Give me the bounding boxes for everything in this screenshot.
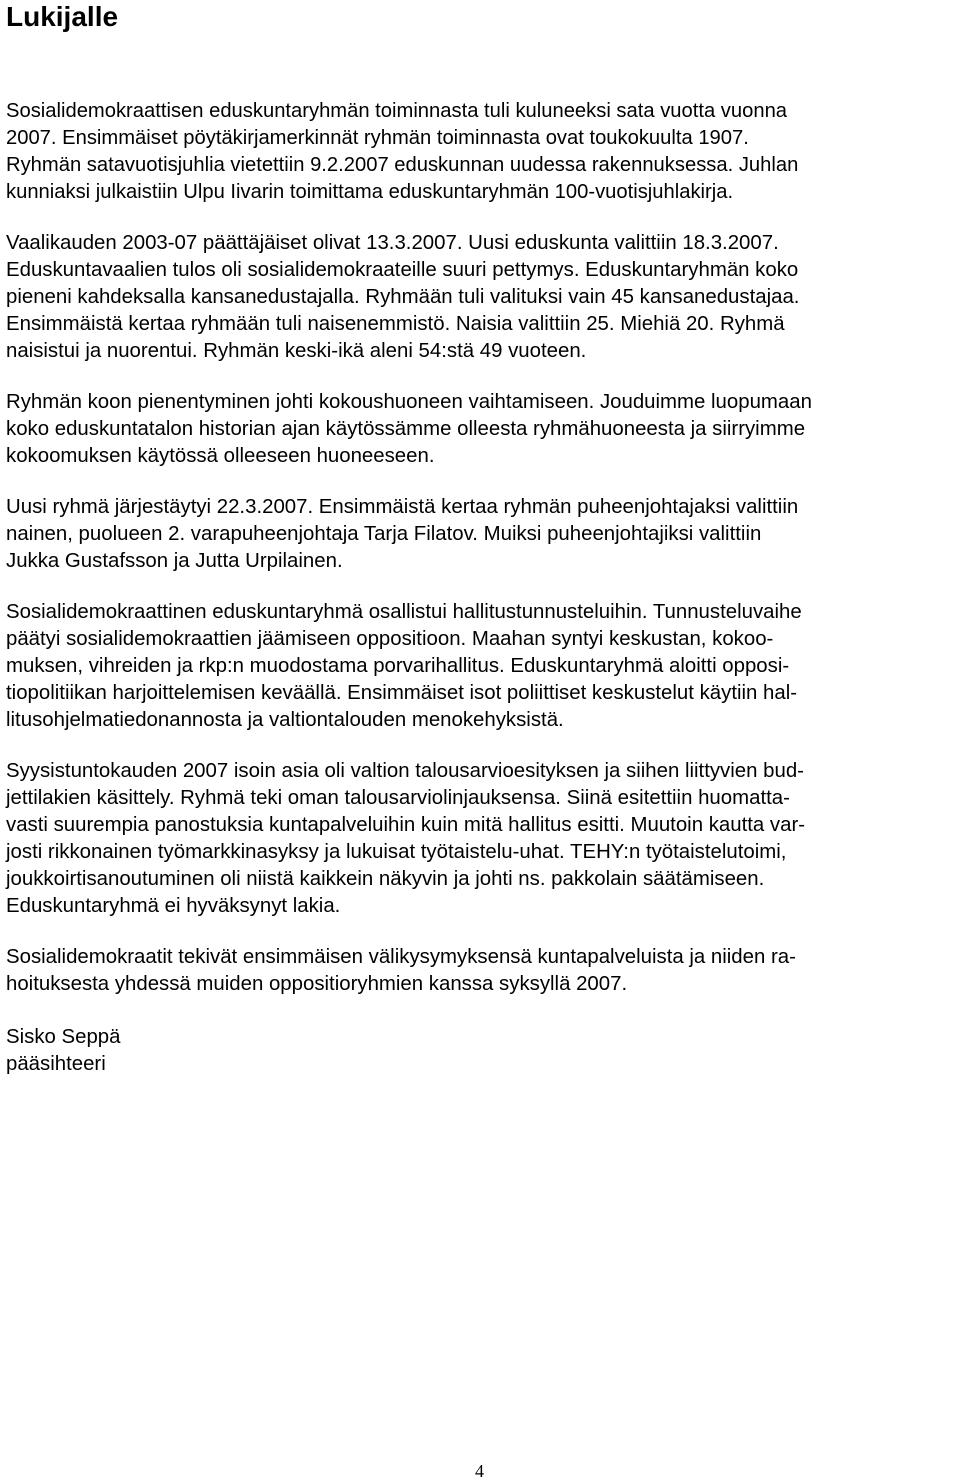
text-line: litusohjelmatiedonannosta ja valtiontalouden menokehyksistä.: [6, 709, 564, 731]
signature-name: Sisko Seppä: [6, 1026, 121, 1048]
page-title: Lukijalle: [6, 1, 119, 32]
text-line: Ensimmäistä kertaa ryhmään tuli naisenemmistö. Naisia valittiin 25. Miehiä 20. Ryhmä: [6, 313, 785, 335]
paragraph-opposition: [6, 599, 960, 734]
text-line: muksen, vihreiden ja rkp:n muodostama porvarihallitus. Eduskuntaryhmä aloitti opposi-: [6, 655, 790, 677]
text-line: josti rikkonainen työmarkkinasyksy ja lukuisat työtaistelu-uhat. TEHY:n työtaistelutoimi,: [6, 841, 787, 863]
text-line: Sosialidemokraatit tekivät ensimmäisen välikysymyksensä kuntapalveluista ja niiden ra-: [6, 946, 796, 968]
text-line: Sosialidemokraattinen eduskuntaryhmä osallistui hallitustunnusteluihin. Tunnusteluvaihe: [6, 601, 802, 623]
text-line: Ryhmän satavuotisjuhlia vietettiin 9.2.2007 eduskunnan uudessa rakennuksessa. Juhlan: [6, 154, 799, 176]
text-line: jettilakien käsittely. Ryhmä teki oman talousarviolinjauksensa. Siinä esitettiin huomatta-: [6, 787, 790, 809]
paragraph-interpellation: [6, 944, 960, 998]
text-line: joukkoirtisanoutuminen oli niistä kaikkein näkyvin ja johti ns. pakkolain säätämiseen.: [6, 868, 765, 890]
paragraph-elections: [6, 230, 960, 365]
text-line: nainen, puolueen 2. varapuheenjohtaja Tarja Filatov. Muiksi puheenjohtajiksi valittiin: [6, 523, 762, 545]
text-line: kunniaksi julkaistiin Ulpu Iivarin toimittama eduskuntaryhmän 100-vuotisjuhlakirja.: [6, 181, 734, 203]
text-line: Eduskuntaryhmä ei hyväksynyt lakia.: [6, 895, 341, 917]
text-line: päätyi sosialidemokraattien jäämiseen oppositioon. Maahan syntyi keskustan, kokoo-: [6, 628, 774, 650]
paragraph-organisation: [6, 494, 960, 575]
paragraph-centenary: [6, 98, 960, 206]
page-number: 4: [475, 1461, 484, 1481]
text-line: Ryhmän koon pienentyminen johti kokoushuoneen vaihtamiseen. Jouduimme luopumaan: [6, 391, 812, 413]
text-line: vasti suurempia panostuksia kuntapalveluihin kuin mitä hallitus esitti. Muutoin kautta var-: [6, 814, 806, 836]
text-line: Sosialidemokraattisen eduskuntaryhmän toiminnasta tuli kuluneeksi sata vuotta vuonna: [6, 100, 788, 122]
signature-block: [6, 1024, 960, 1078]
text-line: 2007. Ensimmäiset pöytäkirjamerkinnät ryhmän toiminnasta ovat toukokuulta 1907.: [6, 127, 749, 149]
text-line: Syysistuntokauden 2007 isoin asia oli valtion talousarvioesityksen ja siihen liittyvien bud-: [6, 760, 804, 782]
text-line: Jukka Gustafsson ja Jutta Urpilainen.: [6, 550, 343, 572]
text-line: pieneni kahdeksalla kansanedustajalla. Ryhmään tuli valituksi vain 45 kansanedustajaa.: [6, 286, 800, 308]
text-line: Vaalikauden 2003-07 päättäjäiset olivat 13.3.2007. Uusi eduskunta valittiin 18.3.2007.: [6, 232, 779, 254]
text-line: naisistui ja nuorentui. Ryhmän keski-ikä aleni 54:stä 49 vuoteen.: [6, 340, 587, 362]
text-line: hoituksesta yhdessä muiden oppositioryhmien kanssa syksyllä 2007.: [6, 973, 628, 995]
text-line: Eduskuntavaalien tulos oli sosialidemokraateille suuri pettymys. Eduskuntaryhmän koko: [6, 259, 799, 281]
text-line: tiopolitiikan harjoittelemisen keväällä. Ensimmäiset isot poliittiset keskustelut käytiin hal-: [6, 682, 798, 704]
text-line: kokoomuksen käytössä olleeseen huoneeseen.: [6, 445, 435, 467]
text-line: koko eduskuntatalon historian ajan käytössämme olleesta ryhmähuoneesta ja siirryimme: [6, 418, 806, 440]
text-line: Uusi ryhmä järjestäytyi 22.3.2007. Ensimmäistä kertaa ryhmän puheenjohtajaksi valittiin: [6, 496, 799, 518]
paragraph-autumn-session: [6, 758, 960, 920]
document-body: [6, 98, 960, 1078]
paragraph-meeting-room: [6, 389, 960, 470]
signature-role: pääsihteeri: [6, 1053, 106, 1075]
